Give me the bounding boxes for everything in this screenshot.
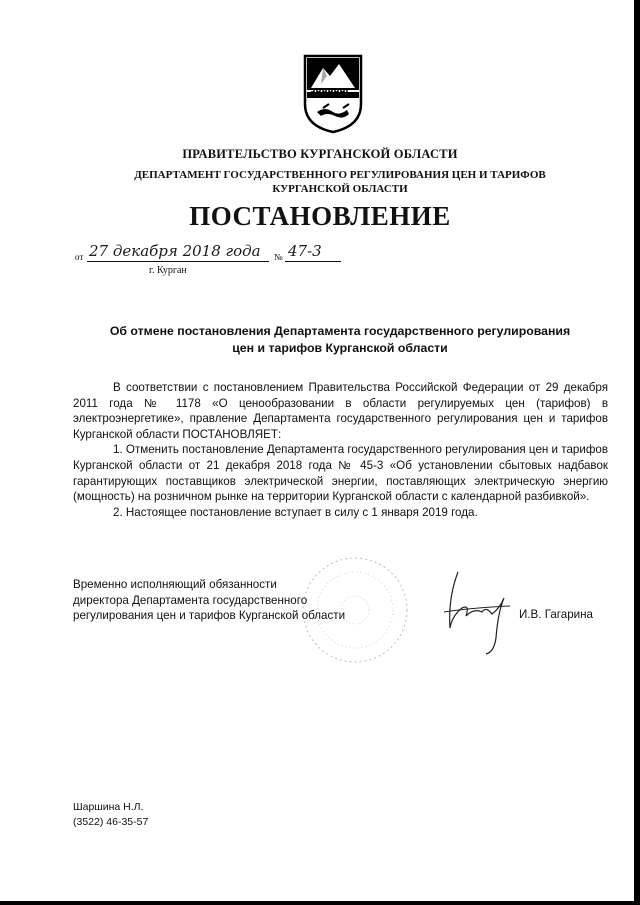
signatory-position <box>73 577 345 624</box>
number-label: № <box>274 252 283 262</box>
city-label: г. Курган <box>149 265 187 276</box>
department-title <box>100 168 580 196</box>
signatory-line2: директора Департамента государственного <box>73 593 308 607</box>
government-title: ПРАВИТЕЛЬСТВО КУРГАНСКОЙ ОБЛАСТИ <box>182 147 458 161</box>
number-handwritten: 47-3 <box>288 242 322 260</box>
subject-line2: цен и тарифов Курганской области <box>232 341 448 355</box>
body-paragraph-item1: 1. Отменить постановление Департамента государственного регулирования цен и тарифов Курганской области от 21 декабря 2018 года № 45-3 «Об установлении сбытовых надбавок гарантирующих поставщиков электрической энергии, поставляющих электрическую энергию (мощность) на розничном рынке на территории Курганской области с календарной разбивкой». <box>73 443 608 504</box>
signatory-line3: регулирования цен и тарифов Курганской области <box>73 609 346 623</box>
document-type-title: ПОСТАНОВЛЕНИЕ <box>189 201 451 231</box>
body-paragraph-item2: 2. Настоящее постановление вступает в силу с 1 января 2019 года. <box>113 505 478 519</box>
scan-edge-right <box>634 0 640 905</box>
date-handwritten: 27 декабря 2018 года <box>89 242 261 260</box>
date-from-label: от <box>75 252 84 262</box>
signatory-name: И.В. Гагарина <box>519 608 594 621</box>
executor-phone: (3522) 46-35-57 <box>73 816 149 828</box>
handwritten-signature <box>440 568 520 658</box>
document-body <box>73 380 608 520</box>
department-title-line1: ДЕПАРТАМЕНТ ГОСУДАРСТВЕННОГО РЕГУЛИРОВАНИЯ ЦЕН И ТАРИФОВ <box>134 169 546 181</box>
department-title-line2: КУРГАНСКОЙ ОБЛАСТИ <box>272 183 408 195</box>
executor-name: Шаршина Н.Л. <box>73 801 144 813</box>
coat-of-arms-icon <box>303 54 363 134</box>
scan-edge-bottom <box>0 901 640 905</box>
document-subject <box>80 323 600 357</box>
subject-line1: Об отмене постановления Департамента государственного регулирования <box>109 324 571 338</box>
signatory-line1: Временно исполняющий обязанности <box>73 578 277 591</box>
date-underline <box>87 261 269 262</box>
number-underline <box>285 261 341 262</box>
executor-info <box>73 800 148 830</box>
body-paragraph-preamble: В соответствии с постановлением Правительства Российской Федерации от 29 декабря 2011 года № 1178 «О ценообразовании в области регулируемых цен (тарифов) в электроэнергетике», правление Департамента государственного регулирования цен и тарифов Курганской области ПОСТАНОВЛЯЕТ: <box>73 381 608 441</box>
